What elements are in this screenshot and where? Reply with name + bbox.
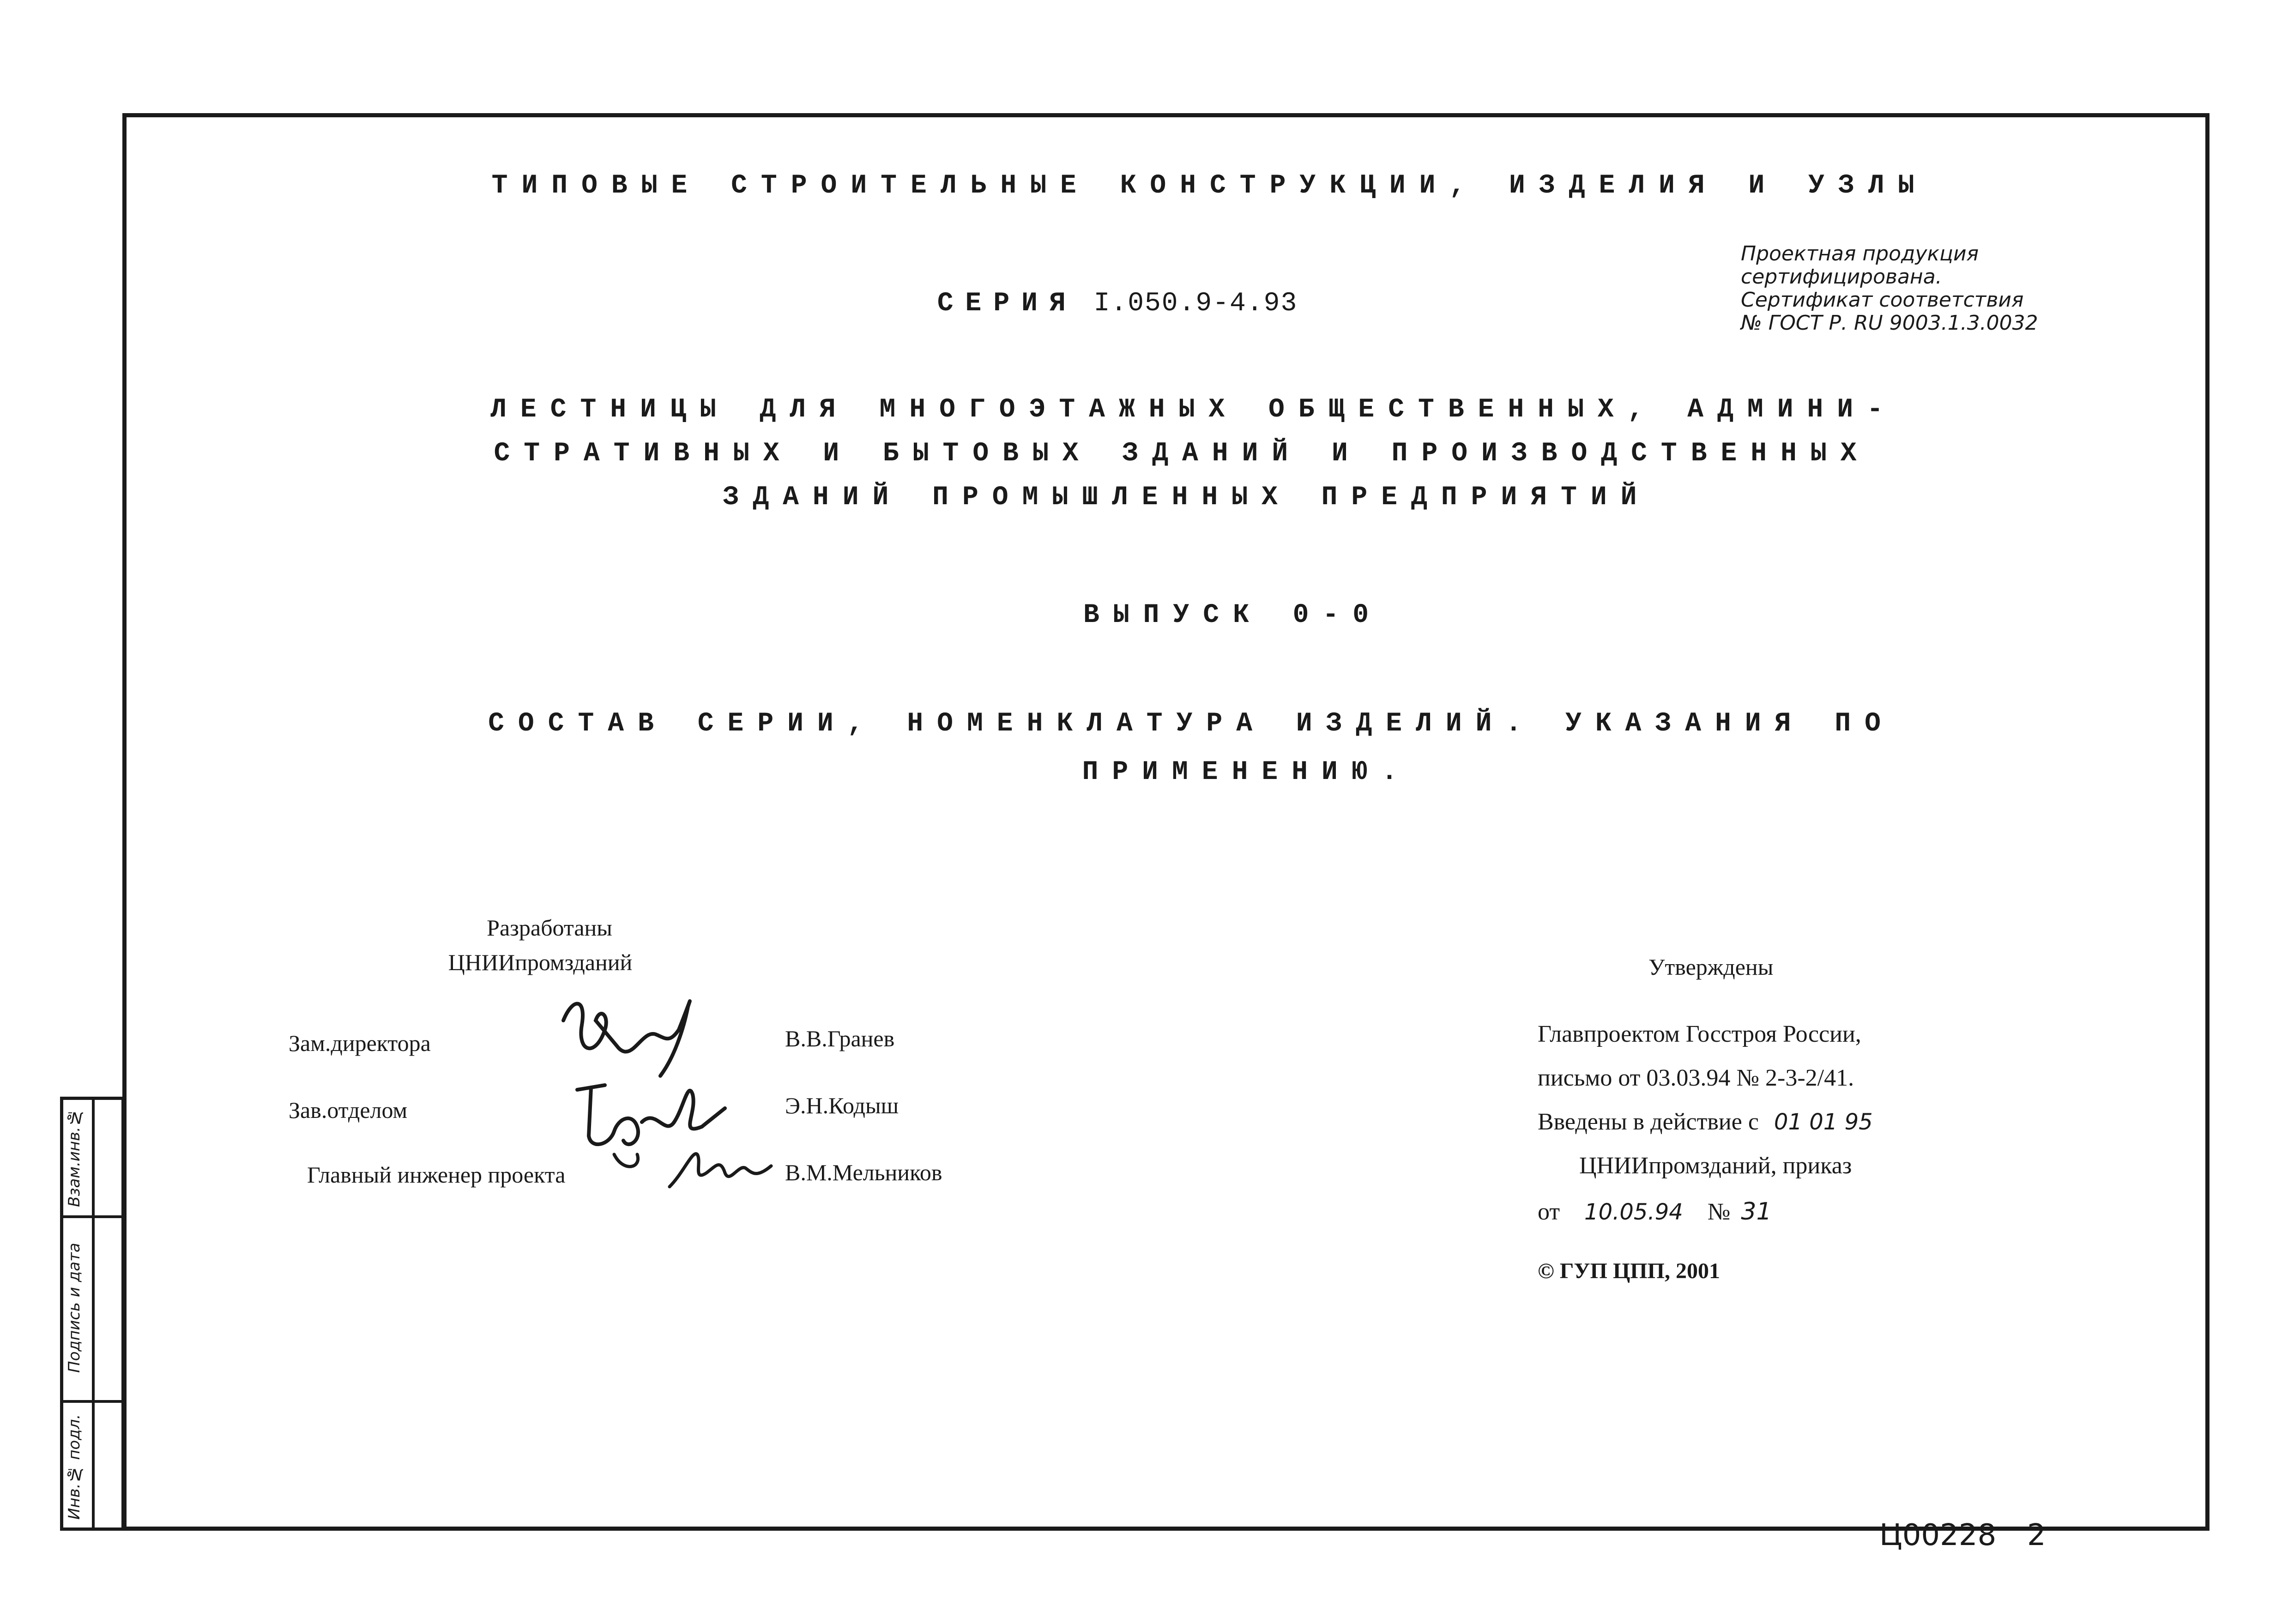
developed-organization: ЦНИИпромзданий xyxy=(448,949,633,975)
contents-line-1: СОСТАВ СЕРИИ, НОМЕНКЛАТУРА ИЗДЕЛИЙ. УКАЗАНИЯ ПО xyxy=(488,709,1895,739)
left-stamp-box xyxy=(60,1097,125,1531)
certification-line-2: сертифицирована. xyxy=(1741,265,1942,289)
stamp-label-signature-date: Подпись и дата xyxy=(65,1243,84,1373)
name-granev: В.В.Гранев xyxy=(785,1026,895,1051)
role-chief-engineer: Главный инженер проекта xyxy=(307,1162,566,1188)
certification-line-4: № ГОСТ Р. RU 9003.1.3.0032 xyxy=(1741,311,2038,335)
approved-line-5-print: от xyxy=(1538,1199,1560,1225)
stamp-divider-1 xyxy=(63,1215,121,1218)
approved-line-5-hand-number: 31 xyxy=(1741,1198,1772,1226)
doc-number: Ц00228 xyxy=(1879,1518,1997,1552)
name-kodysh: Э.Н.Кодыш xyxy=(785,1093,899,1118)
stamp-vertical-divider xyxy=(92,1100,95,1527)
developed-heading: Разработаны xyxy=(487,915,612,941)
subject-line-3: ЗДАНИЙ ПРОМЫШЛЕННЫХ ПРЕДПРИЯТИЙ xyxy=(723,483,1651,513)
copyright: © ГУП ЦПП, 2001 xyxy=(1538,1259,1720,1283)
approved-line-3-hand: 01 01 95 xyxy=(1774,1109,1873,1135)
certification-line-3: Сертификат соответствия xyxy=(1741,288,2024,312)
approved-line-5-no: № xyxy=(1707,1199,1731,1225)
page-number: 2 xyxy=(2027,1518,2046,1552)
series-line xyxy=(937,289,1298,319)
certification-note xyxy=(1741,242,2038,335)
name-melnikov: В.М.Мельников xyxy=(785,1159,942,1185)
approved-heading: Утверждены xyxy=(1648,954,1774,980)
subject-line-1: ЛЕСТНИЦЫ ДЛЯ МНОГОЭТАЖНЫХ ОБЩЕСТВЕННЫХ, АДМИНИ- xyxy=(490,395,1897,425)
document-title: ТИПОВЫЕ СТРОИТЕЛЬНЫЕ КОНСТРУКЦИИ, ИЗДЕЛИЯ И УЗЛЫ xyxy=(491,171,1928,201)
certification-line-1: Проектная продукция xyxy=(1741,242,1979,266)
signature-melnikov xyxy=(665,1141,776,1196)
approved-line-4: ЦНИИпромзданий, приказ xyxy=(1579,1153,1852,1179)
approved-line-3-print: Введены в действие с xyxy=(1538,1109,1759,1135)
series-label: СЕРИЯ xyxy=(937,289,1078,319)
approved-line-2: письмо от 03.03.94 № 2-3-2/41. xyxy=(1538,1065,1854,1091)
stamp-label-inventory: Инв.№ подл. xyxy=(65,1414,84,1520)
approved-line-5-hand-date: 10.05.94 xyxy=(1584,1199,1683,1225)
approved-line-3 xyxy=(1538,1108,1873,1135)
stamp-label-replacement: Взам.инв.№ xyxy=(65,1108,84,1207)
stamp-divider-2 xyxy=(63,1400,121,1403)
series-number: I.050.9-4.93 xyxy=(1093,289,1298,319)
role-deputy-director: Зам.директора xyxy=(289,1030,431,1056)
contents-line-2: ПРИМЕНЕНИЮ. xyxy=(1082,757,1412,787)
issue-label: ВЫПУСК 0-0 xyxy=(1083,600,1383,630)
approved-line-1: Главпроектом Госстроя России, xyxy=(1538,1021,1861,1047)
role-head-of-department: Зав.отделом xyxy=(289,1097,408,1123)
approved-line-5 xyxy=(1538,1198,1772,1226)
subject-line-2: СТРАТИВНЫХ И БЫТОВЫХ ЗДАНИЙ И ПРОИЗВОДСТВЕННЫХ xyxy=(494,439,1871,469)
